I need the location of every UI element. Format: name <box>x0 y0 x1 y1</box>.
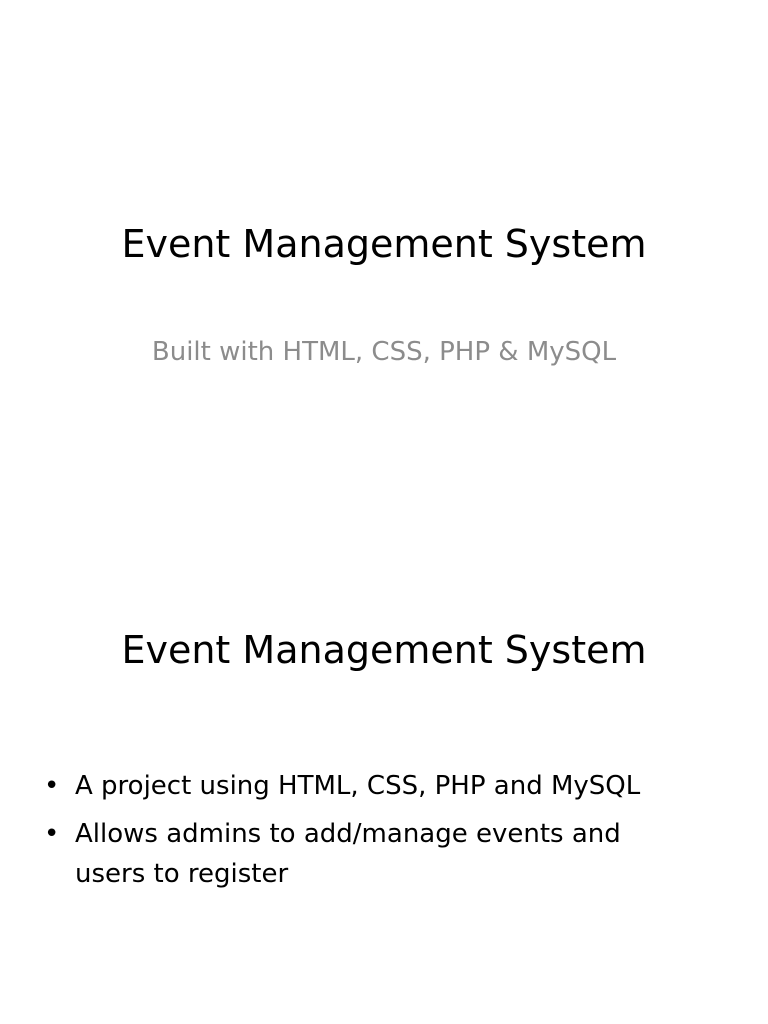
content-slide <box>0 512 768 1024</box>
slide-subtitle: Built with HTML, CSS, PHP & MySQL <box>151 337 617 367</box>
bullet-item <box>44 814 684 894</box>
bullet-dot-icon: • <box>44 771 60 801</box>
bullet-list <box>44 766 684 902</box>
bullet-text: Allows admins to add/manage events and users to register <box>75 819 621 889</box>
bullet-item <box>44 766 684 806</box>
bullet-dot-icon: • <box>44 819 60 849</box>
bullet-text: A project using HTML, CSS, PHP and MySQL <box>75 771 641 801</box>
slide-title: Event Management System <box>121 222 647 266</box>
slide-title: Event Management System <box>121 628 647 672</box>
